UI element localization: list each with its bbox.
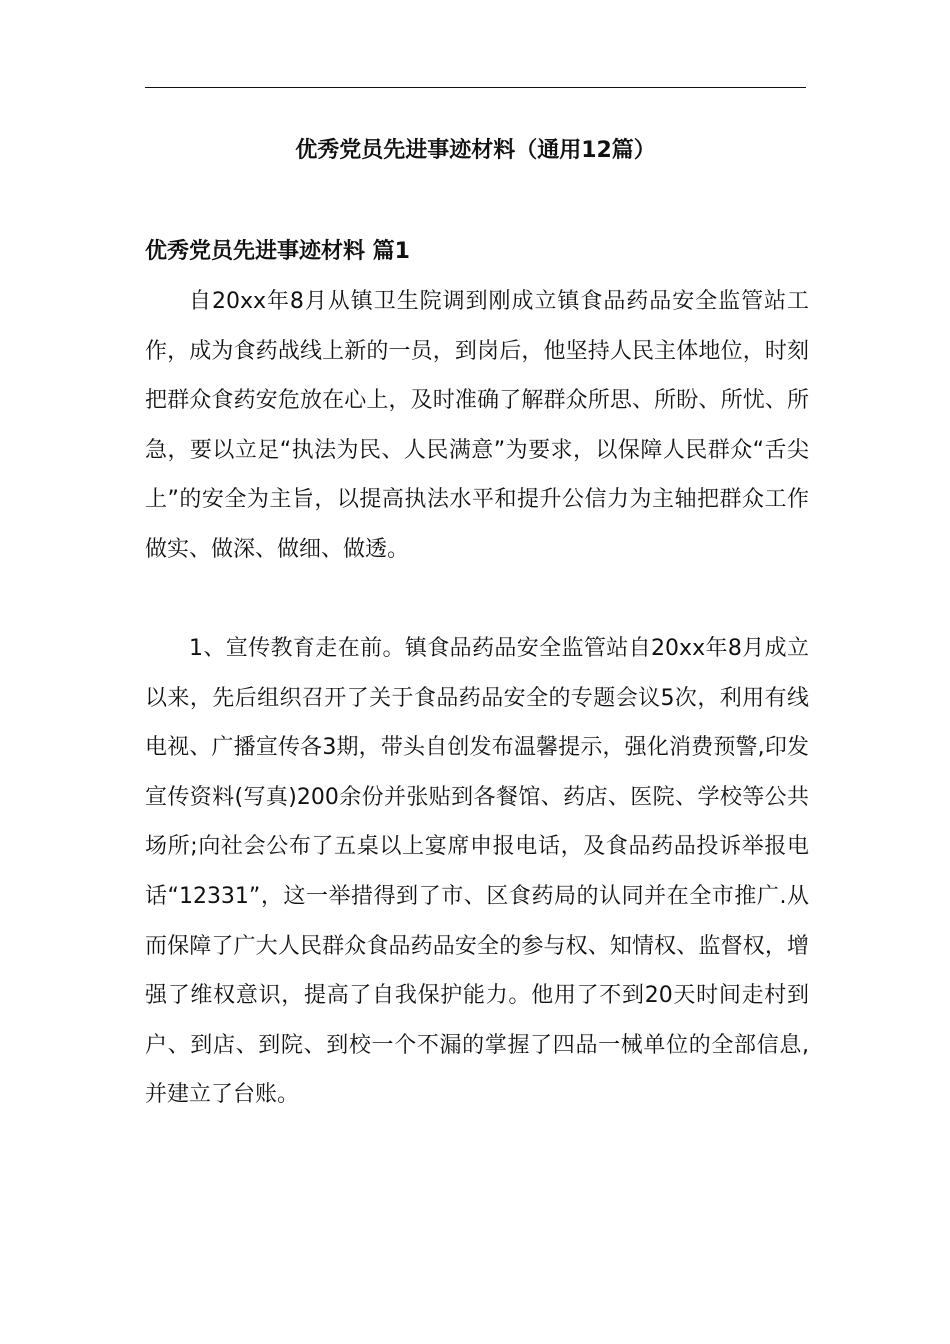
body-paragraph-2: 1、宣传教育走在前。镇食品药品安全监管站自20xx年8月成立以来，先后组织召开了关于食品药品安全的专题会议5次，利用有线电视、广播宣传各3期，带头自创发布温馨提示，强化消费预警,印发宣传资料(写真)200余份并张贴到各餐馆、药店、医院、学校等公共场所;向社会公布了五桌以上宴席申报电话，及食品药品投诉举报电话“12331”，这一举措得到了市、区食药局的认同并在全市推广.从而保障了广大人民群众食品药品安全的参与权、知情权、监督权，增强了维权意识，提高了自我保护能力。他用了不到20天时间走村到户、到店、到院、到校一个不漏的掌握了四品一械单位的全部信息,并建立了台账。 — [145, 636, 809, 1108]
body-paragraph-1: 自20xx年8月从镇卫生院调到刚成立镇食品药品安全监管站工作，成为食药战线上新的一员，到岗后，他坚持人民主体地位，时刻把群众食药安危放在心上，及时准确了解群众所思、所盼、所忧、所急，要以立足“执法为民、人民满意”为要求，以保障人民群众“舌尖上”的安全为主旨，以提高执法水平和提升公信力为主轴把群众工作做实、做深、做细、做透。 — [145, 289, 809, 562]
document-title: 优秀党员先进事迹材料（通用12篇） — [295, 138, 656, 163]
header-rule — [145, 87, 806, 88]
section-heading: 优秀党员先进事迹材料 篇1 — [145, 239, 410, 264]
